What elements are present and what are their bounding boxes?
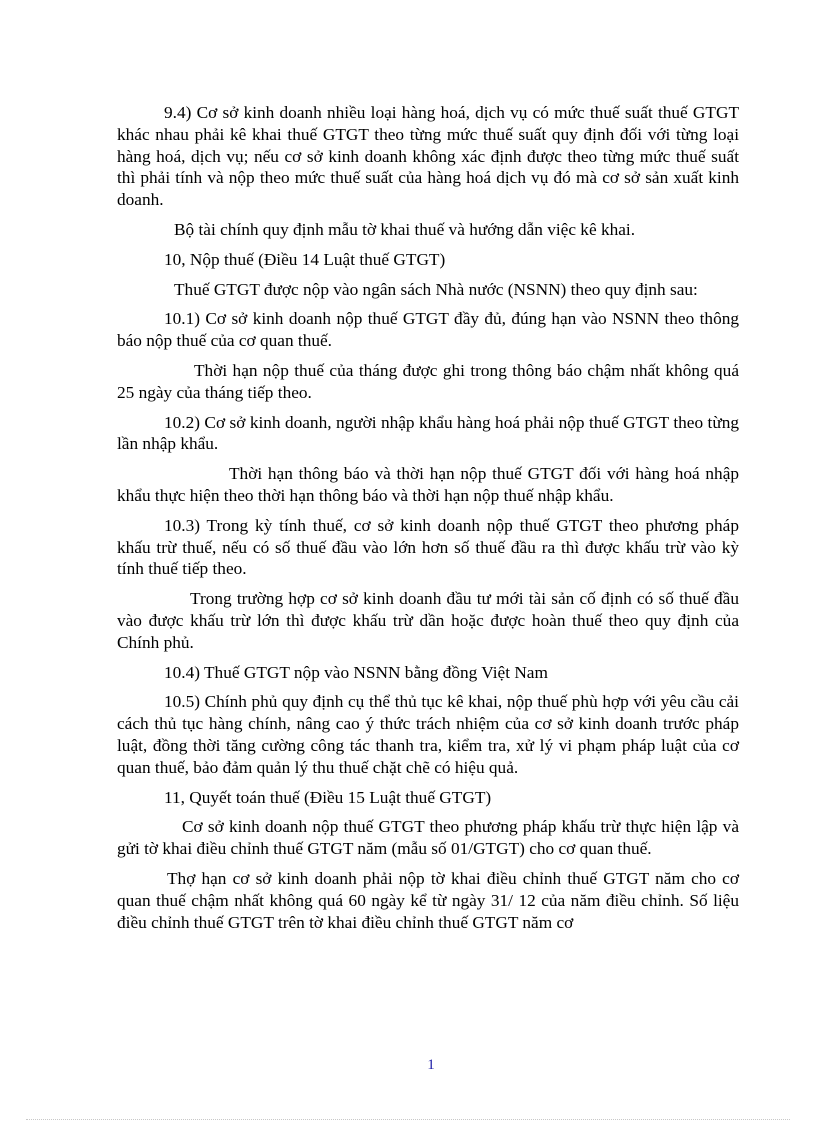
paragraph-10-4: 10.4) Thuế GTGT nộp vào NSNN bằng đồng Việt Nam — [164, 662, 548, 682]
paragraph-10-2: 10.2) Cơ sở kinh doanh, người nhập khẩu hàng hoá phải nộp thuế GTGT theo từng lần nhập khẩu. — [117, 412, 739, 454]
document-body — [117, 102, 739, 941]
heading-tax-payment: 10, Nộp thuế (Điều 14 Luật thuế GTGT) — [164, 249, 446, 269]
paragraph-fixed-asset-investment: Trong trường hợp cơ sở kinh doanh đầu tư mới tài sản cố định có số thuế đầu vào được khấu trừ lớn thì được khấu trừ dần hoặc được hoàn thuế theo quy định của Chính phủ. — [117, 589, 739, 652]
paragraph-import-deadline: Thời hạn thông báo và thời hạn nộp thuế GTGT đối với hàng hoá nhập khẩu thực hiện theo thời hạn thông báo và thời hạn nộp thuế nhập khẩu. — [117, 464, 739, 505]
page-number: 1 — [427, 1057, 435, 1073]
paragraph-monthly-deadline: Thời hạn nộp thuế của tháng được ghi trong thông báo chậm nhất không quá 25 ngày của tháng tiếp theo. — [117, 360, 739, 402]
paragraph-9-4: 9.4) Cơ sở kinh doanh nhiều loại hàng hoá, dịch vụ có mức thuế suất thuế GTGT khác nhau phải kê khai thuế GTGT theo từng mức thuế suất quy định đối với từng loại hàng hoá, dịch vụ; nếu cơ sở kinh doanh không xác định được theo từng mức thuế suất thì phải tính và nộp theo mức thuế suất của hàng hoá dịch vụ đó mà cơ sở sản xuất kinh doanh. — [117, 103, 739, 210]
paragraph-annual-adjustment: Cơ sở kinh doanh nộp thuế GTGT theo phương pháp khấu trừ thực hiện lập và gửi tờ khai điều chỉnh thuế GTGT năm (mẫu số 01/GTGT) cho cơ quan thuế. — [117, 817, 739, 859]
paragraph-declaration-form: Bộ tài chính quy định mẫu tờ khai thuế và hướng dẫn việc kê khai. — [174, 219, 636, 239]
paragraph-10-5: 10.5) Chính phủ quy định cụ thể thủ tục kê khai, nộp thuế phù hợp với yêu cầu cải cách thủ tục hàng chính, nâng cao ý thức trách nhiệm của cơ sở kinh doanh trước pháp luật, đồng thời tăng cường công tác thanh tra, kiểm tra, xử lý vi phạm pháp luật của cơ quan thuế, bảo đảm quản lý thu thuế chặt chẽ có hiệu quả. — [117, 692, 739, 777]
page-bottom-divider — [26, 1119, 790, 1120]
paragraph-payment-to-budget: Thuế GTGT được nộp vào ngân sách Nhà nước (NSNN) theo quy định sau: — [174, 279, 698, 299]
paragraph-adjustment-deadline: Thợ hạn cơ sở kinh doanh phải nộp tờ khai điều chỉnh thuế GTGT năm cho cơ quan thuế chậm nhất không quá 60 ngày kể từ ngày 31/ 12 của năm điều chỉnh. Số liệu điều chỉnh thuế GTGT trên tờ khai điều chỉnh thuế GTGT năm cơ — [117, 868, 739, 932]
paragraph-10-3: 10.3) Trong kỳ tính thuế, cơ sở kinh doanh nộp thuế GTGT theo phương pháp khấu trừ thuế, nếu có số thuế đầu vào lớn hơn số thuế đầu ra thì được khấu trừ vào kỳ tính thuế tiếp theo. — [117, 515, 739, 579]
heading-tax-settlement: 11, Quyết toán thuế (Điều 15 Luật thuế GTGT) — [164, 787, 492, 807]
paragraph-10-1: 10.1) Cơ sở kinh doanh nộp thuế GTGT đầy đủ, đúng hạn vào NSNN theo thông báo nộp thuế của cơ quan thuế. — [117, 309, 739, 351]
